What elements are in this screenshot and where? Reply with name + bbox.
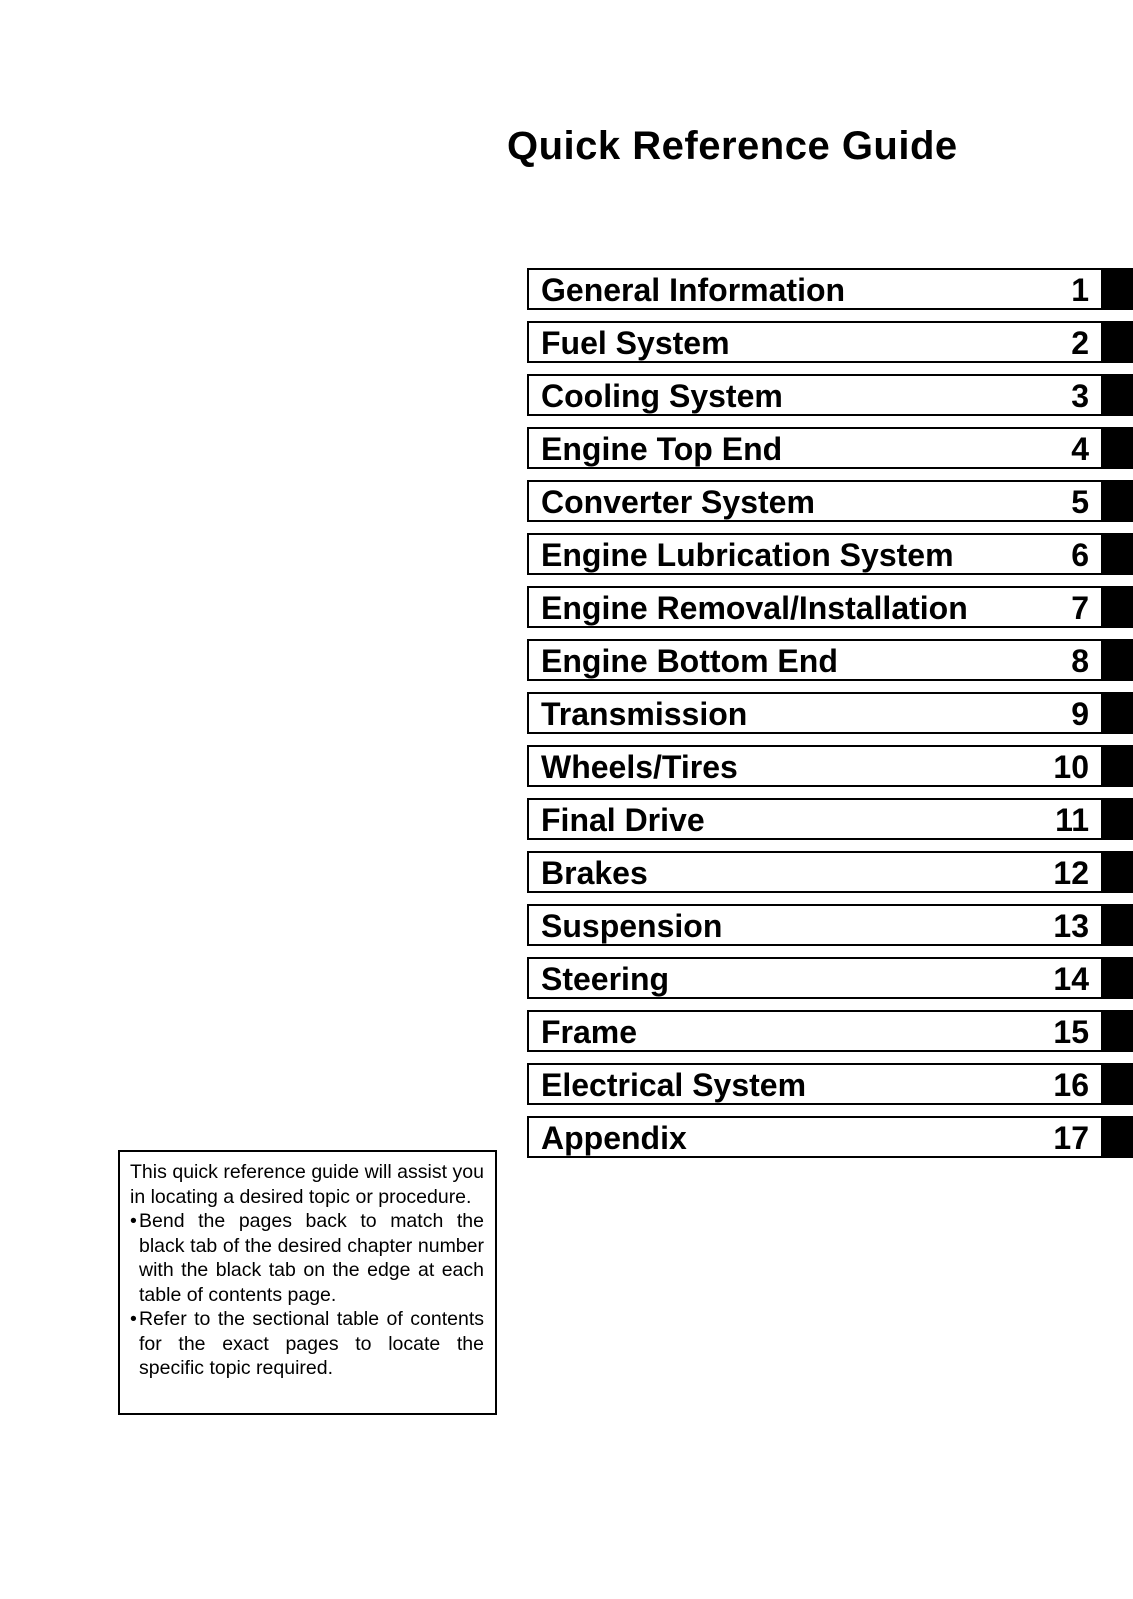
chapter-number: 14 xyxy=(1053,961,1089,997)
chapter-title: Steering xyxy=(541,961,670,997)
instructions-note-box xyxy=(118,1150,497,1415)
note-intro: This quick reference guide will assist you in locating a desired topic or procedure. xyxy=(130,1161,484,1208)
black-tab[interactable] xyxy=(1103,851,1133,893)
chapter-title: Electrical System xyxy=(541,1067,807,1103)
chapter-row[interactable] xyxy=(527,692,1133,734)
note-bullet-text: Refer to the sectional table of contents for the exact pages to locate the specific topic required. xyxy=(139,1308,484,1379)
chapter-box[interactable] xyxy=(527,268,1103,310)
chapter-box[interactable] xyxy=(527,692,1103,734)
chapter-box[interactable] xyxy=(527,851,1103,893)
chapter-row[interactable] xyxy=(527,798,1133,840)
chapter-row[interactable] xyxy=(527,639,1133,681)
black-tab[interactable] xyxy=(1103,427,1133,469)
chapter-box[interactable] xyxy=(527,533,1103,575)
chapter-box[interactable] xyxy=(527,1063,1103,1105)
black-tab[interactable] xyxy=(1103,480,1133,522)
chapter-number: 5 xyxy=(1071,484,1089,520)
chapter-title: Engine Top End xyxy=(541,431,783,467)
chapter-box[interactable] xyxy=(527,745,1103,787)
chapter-box[interactable] xyxy=(527,480,1103,522)
chapter-number: 3 xyxy=(1071,378,1089,414)
chapter-number: 16 xyxy=(1053,1067,1089,1103)
chapter-row[interactable] xyxy=(527,851,1133,893)
chapter-number: 6 xyxy=(1071,537,1089,573)
chapter-title: Brakes xyxy=(541,855,648,891)
chapter-number: 4 xyxy=(1071,431,1089,467)
bullet-mark: • xyxy=(130,1210,137,1232)
chapter-box[interactable] xyxy=(527,798,1103,840)
black-tab[interactable] xyxy=(1103,268,1133,310)
black-tab[interactable] xyxy=(1103,1010,1133,1052)
chapter-number: 2 xyxy=(1071,325,1089,361)
black-tab[interactable] xyxy=(1103,1063,1133,1105)
chapter-box[interactable] xyxy=(527,374,1103,416)
chapter-number: 15 xyxy=(1053,1014,1089,1050)
chapter-number: 1 xyxy=(1071,272,1089,308)
chapter-title: Cooling System xyxy=(541,378,783,414)
black-tab[interactable] xyxy=(1103,745,1133,787)
black-tab[interactable] xyxy=(1103,374,1133,416)
black-tab[interactable] xyxy=(1103,533,1133,575)
chapter-row[interactable] xyxy=(527,904,1133,946)
chapter-title: Engine Bottom End xyxy=(541,643,838,679)
black-tab[interactable] xyxy=(1103,692,1133,734)
chapter-row[interactable] xyxy=(527,745,1133,787)
chapter-number: 11 xyxy=(1055,802,1089,838)
chapter-box[interactable] xyxy=(527,1116,1103,1158)
chapter-row[interactable] xyxy=(527,1116,1133,1158)
black-tab[interactable] xyxy=(1103,639,1133,681)
chapter-number: 9 xyxy=(1071,696,1089,732)
chapter-box[interactable] xyxy=(527,427,1103,469)
chapter-row[interactable] xyxy=(527,586,1133,628)
chapter-number: 12 xyxy=(1053,855,1089,891)
chapter-title: Frame xyxy=(541,1014,638,1050)
note-bullet-text: Bend the pages back to match the black tab of the desired chapter number with the black tab on the edge at each table of contents page. xyxy=(139,1210,484,1306)
chapter-title: General Information xyxy=(541,272,846,308)
black-tab[interactable] xyxy=(1103,1116,1133,1158)
black-tab[interactable] xyxy=(1103,586,1133,628)
chapter-box[interactable] xyxy=(527,639,1103,681)
chapter-row[interactable] xyxy=(527,321,1133,363)
chapter-title: Suspension xyxy=(541,908,723,944)
chapter-row[interactable] xyxy=(527,1010,1133,1052)
chapter-row[interactable] xyxy=(527,268,1133,310)
note-bullet-item xyxy=(130,1209,484,1307)
note-bullet-item xyxy=(130,1307,484,1381)
chapter-row[interactable] xyxy=(527,427,1133,469)
chapter-box[interactable] xyxy=(527,321,1103,363)
chapter-row[interactable] xyxy=(527,1063,1133,1105)
black-tab[interactable] xyxy=(1103,798,1133,840)
chapter-number: 13 xyxy=(1053,908,1089,944)
chapter-title: Converter System xyxy=(541,484,815,520)
black-tab[interactable] xyxy=(1103,904,1133,946)
chapter-row[interactable] xyxy=(527,374,1133,416)
chapter-number: 8 xyxy=(1071,643,1089,679)
chapter-title: Transmission xyxy=(541,696,748,732)
chapter-row[interactable] xyxy=(527,480,1133,522)
chapter-row[interactable] xyxy=(527,957,1133,999)
chapter-number: 7 xyxy=(1071,590,1089,626)
chapter-box[interactable] xyxy=(527,957,1103,999)
chapter-title: Wheels/Tires xyxy=(541,749,738,785)
chapter-row[interactable] xyxy=(527,533,1133,575)
chapter-number: 17 xyxy=(1053,1120,1089,1156)
black-tab[interactable] xyxy=(1103,321,1133,363)
chapter-title: Final Drive xyxy=(541,802,705,838)
chapter-title: Engine Lubrication System xyxy=(541,537,954,573)
chapter-box[interactable] xyxy=(527,1010,1103,1052)
black-tab[interactable] xyxy=(1103,957,1133,999)
chapter-title: Fuel System xyxy=(541,325,730,361)
chapter-box[interactable] xyxy=(527,904,1103,946)
chapter-title: Appendix xyxy=(541,1120,687,1156)
page-title: Quick Reference Guide xyxy=(507,124,958,168)
chapter-box[interactable] xyxy=(527,586,1103,628)
chapter-title: Engine Removal/Installation xyxy=(541,590,968,626)
bullet-mark: • xyxy=(130,1308,137,1330)
chapter-number: 10 xyxy=(1053,749,1089,785)
